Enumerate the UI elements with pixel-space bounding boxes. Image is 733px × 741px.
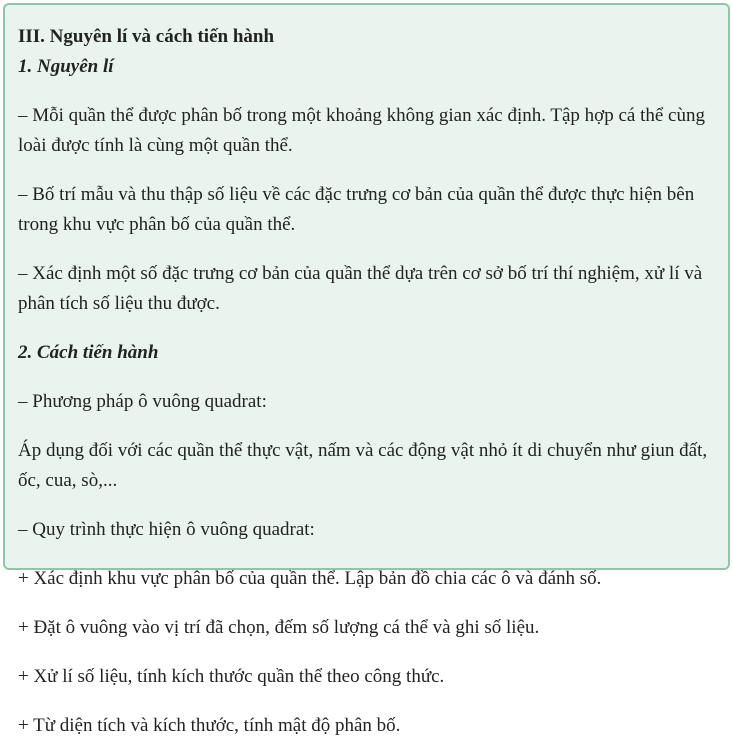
paragraph-principle-1: – Mỗi quần thể được phân bố trong một khoảng không gian xác định. Tập hợp cá thể cùng loài được tính là cùng một quần thể. xyxy=(18,105,705,156)
subsection-title-procedure: 2. Cách tiến hành xyxy=(18,342,159,363)
section-title: III. Nguyên lí và cách tiến hành xyxy=(18,26,275,47)
list-item-step-4: + Từ diện tích và kích thước, tính mật độ phân bố. xyxy=(18,715,401,736)
list-item-step-3: + Xử lí số liệu, tính kích thước quần thể theo công thức. xyxy=(18,666,445,687)
paragraph-principle-2: – Bố trí mẫu và thu thập số liệu về các đặc trưng cơ bản của quần thể được thực hiện bên trong khu vực phân bố của quần thể. xyxy=(18,184,695,235)
list-item-step-1: + Xác định khu vực phân bố của quần thể. Lập bản đồ chia các ô và đánh số. xyxy=(18,568,602,589)
paragraph-principle-3: – Xác định một số đặc trưng cơ bản của quần thể dựa trên cơ sở bố trí thí nghiệm, xử lí và phân tích số liệu thu được. xyxy=(18,263,703,314)
paragraph-method: – Phương pháp ô vuông quadrat: xyxy=(18,391,267,412)
content-box xyxy=(3,3,730,736)
subsection-title-principle: 1. Nguyên lí xyxy=(18,56,114,77)
list-item-step-2: + Đặt ô vuông vào vị trí đã chọn, đếm số lượng cá thể và ghi số liệu. xyxy=(18,617,540,638)
paragraph-process: – Quy trình thực hiện ô vuông quadrat: xyxy=(18,519,315,540)
paragraph-application: Áp dụng đối với các quần thể thực vật, nấm và các động vật nhỏ ít di chuyển như giun đất, ốc, cua, sò,... xyxy=(18,440,708,491)
